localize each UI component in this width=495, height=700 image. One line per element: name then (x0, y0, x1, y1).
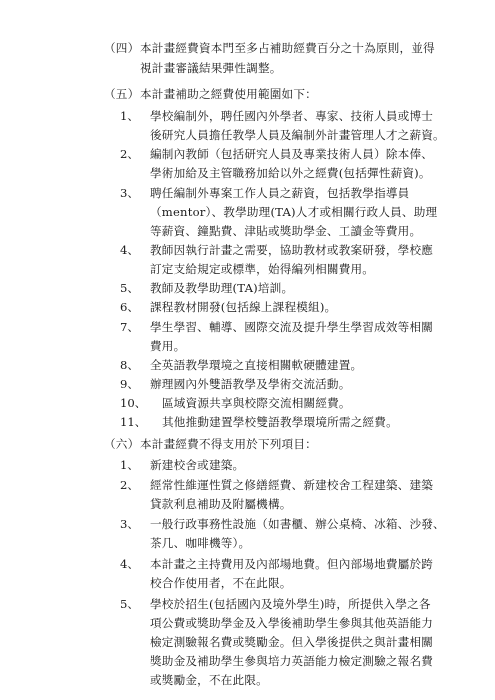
section6-item-5-line-5: 或獎勵金，不在此限。 (150, 673, 268, 687)
section5-item-1-num: 1、 (120, 109, 139, 123)
section5-item-9-num: 9、 (120, 377, 139, 391)
section5-marker: （五） (104, 87, 140, 101)
section5-item-2-line-1: 編制內教師（包括研究人員及專業技術人員）除本俸、 (150, 147, 434, 161)
section5-item-2-line-2: 學術加給及主管職務加給以外之經費(包括彈性薪資)。 (150, 166, 431, 180)
section6-marker: （六） (104, 437, 140, 451)
section5-item-3-line-2: （mentor）、教學助理(TA)人才或相關行政人員、助理 (150, 205, 438, 219)
section6-item-5-line-2: 項公費或獎助學金及入學後補助學生參與其他英語能力 (150, 616, 434, 630)
section5-item-5-num: 5、 (120, 281, 139, 295)
section6-item-4-line-1: 本計畫之主持費用及內部場地費。但內部場地費屬於跨 (150, 557, 434, 571)
section6-item-3-line-2: 茶几、咖啡機等）。 (150, 536, 251, 550)
section5-item-10-line-1: 區域資源共享與校際交流相關經費。 (162, 396, 351, 410)
section6-item-4-line-2: 校合作使用者，不在此限。 (150, 576, 292, 590)
section6-item-1-num: 1、 (120, 458, 139, 472)
section5-item-7-line-2: 費用。 (150, 339, 186, 353)
section5-item-11-num: 11、 (120, 415, 147, 429)
section4-line-1: 本計畫經費資本門至多占補助經費百分之十為原則，並得 (140, 41, 435, 55)
section6-item-3-line-1: 一般行政事務性設施（如書櫃、辦公桌椅、冰箱、沙發、 (150, 517, 445, 531)
section5-item-4-line-1: 教師因執行計畫之需要，協助教材或教案研發，學校應 (150, 243, 434, 257)
section5-item-5-line-1: 教師及教學助理(TA)培訓。 (150, 281, 294, 295)
section6-item-3-num: 3、 (120, 517, 139, 531)
section6-item-5-line-4: 獎助金及補助學生參與培力英語能力檢定測驗之報名費 (150, 654, 434, 668)
section5-item-3-line-3: 等薪資、鐘點費、津貼或獎助學金、工讀金等費用。 (150, 224, 422, 238)
section5-item-4-num: 4、 (120, 243, 139, 257)
section6-item-2-line-1: 經常性維運性質之修繕經費、新建校舍工程建築、建築 (150, 478, 434, 492)
section4-marker: （四） (104, 41, 140, 55)
section5-item-10-num: 10、 (120, 396, 147, 410)
section6-title: 本計畫經費不得支用於下列項目： (140, 437, 317, 451)
section5-item-8-line-1: 全英語教學環境之直接相關軟硬體建置。 (150, 358, 363, 372)
section6-item-5-line-3: 檢定測驗報名費或獎勵金。但入學後提供之與計畫相關 (150, 635, 434, 649)
section5-item-2-num: 2、 (120, 147, 139, 161)
section6-item-4-num: 4、 (120, 557, 139, 571)
section5-title: 本計畫補助之經費使用範圍如下： (140, 87, 317, 101)
section5-item-4-line-2: 訂定支給規定或標準，始得編列相關費用。 (150, 262, 375, 276)
section5-item-1-line-2: 後研究人員擔任教學人員及編制外計畫管理人才之薪資。 (150, 128, 445, 142)
section5-item-6-num: 6、 (120, 300, 139, 314)
section6-item-5-line-1: 學校於招生(包括國內及境外學生)時，所提供入學之各 (150, 597, 431, 611)
section4-line-2: 視計畫審議結果彈性調整。 (140, 61, 282, 75)
section6-item-5-num: 5、 (120, 597, 139, 611)
section5-item-11-line-1: 其他推動建置學校雙語教學環境所需之經費。 (162, 415, 398, 429)
section5-item-7-num: 7、 (120, 320, 139, 334)
section5-item-1-line-1: 學校編制外，聘任國內外學者、專家、技術人員或博士 (150, 109, 434, 123)
section6-item-2-line-2: 貸款利息補助及附屬機構。 (150, 497, 292, 511)
section6-item-2-num: 2、 (120, 478, 139, 492)
section6-item-1-line-1: 新建校舍或建築。 (150, 458, 245, 472)
section5-item-8-num: 8、 (120, 358, 139, 372)
section5-item-3-num: 3、 (120, 186, 139, 200)
section5-item-7-line-1: 學生學習、輔導、國際交流及提升學生學習成效等相關 (150, 320, 434, 334)
section5-item-6-line-1: 課程教材開發(包括線上課程模組)。 (150, 300, 337, 314)
section5-item-3-line-1: 聘任編制外專案工作人員之薪資，包括教學指導員 (150, 186, 410, 200)
section5-item-9-line-1: 辦理國內外雙語教學及學術交流活動。 (150, 377, 351, 391)
